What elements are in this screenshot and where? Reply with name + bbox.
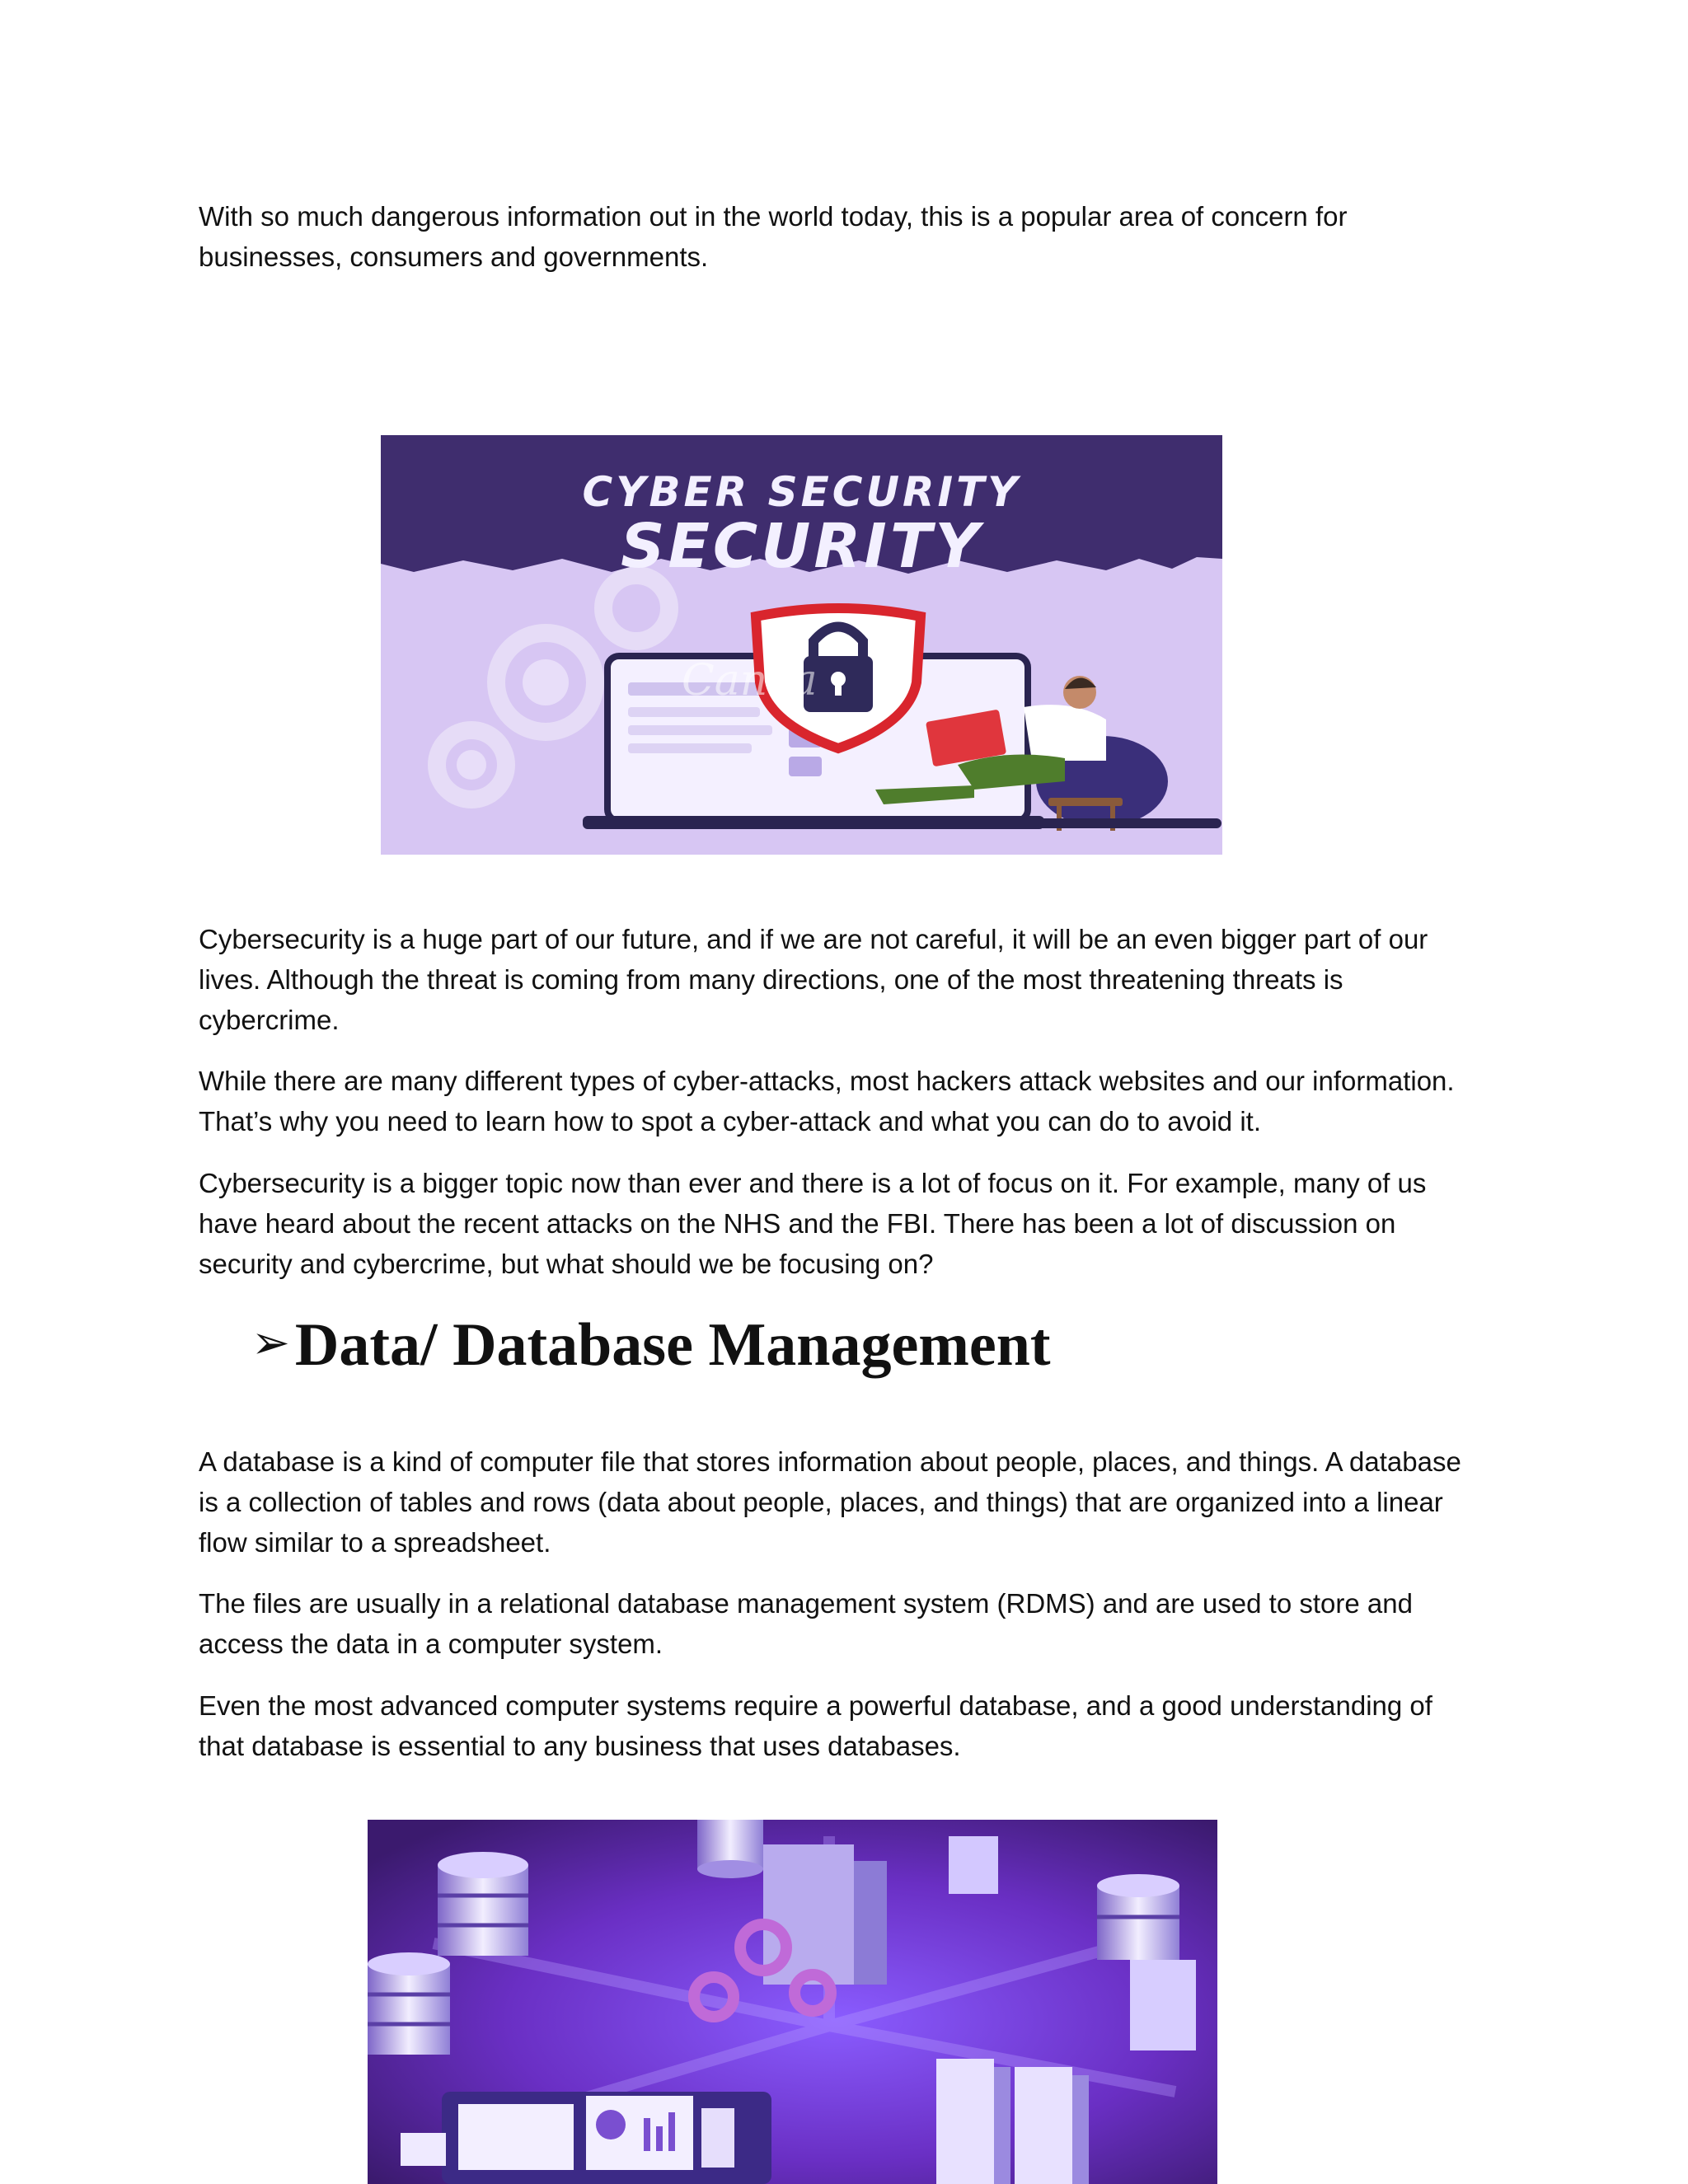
database-image: [368, 1820, 1217, 2184]
cyber-paragraph-3: Cybersecurity is a bigger topic now than ever and there is a lot of focus on it. For example, many of us have heard about the recent attacks on the NHS and the FBI. There has been a lot of discussion on security and cybercrime, but what should we be focusing on?: [199, 1168, 1427, 1279]
section-heading-text: Data/ Database Management: [294, 1311, 1051, 1379]
section-heading: [251, 1302, 1051, 1386]
cyber-security-image: [381, 435, 1222, 855]
cyber-paragraph-2: While there are many different types of cyber-attacks, most hackers attack websites and our information. That’s why you need to learn how to spot a cyber-attack and what you can do to avoid it.: [199, 1066, 1455, 1137]
cyber-paragraph-1: Cybersecurity is a huge part of our future, and if we are not careful, it will be an even bigger part of our lives. Although the threat is coming from many directions, one of the most threatening threats is cybercrime.: [199, 924, 1428, 1035]
intro-paragraph: With so much dangerous information out in the world today, this is a popular area of concern for businesses, consumers and governments.: [199, 201, 1348, 272]
cyber-banner-title-line1: CYBER SECURITY: [582, 468, 1021, 516]
db-paragraph-3: Even the most advanced computer systems require a powerful database, and a good understanding of that database is essential to any business that uses databases.: [199, 1690, 1432, 1761]
cyber-banner-title-line2: SECURITY: [621, 511, 982, 582]
arrow-bullet-icon: ➢: [251, 1316, 290, 1370]
db-paragraph-1: A database is a kind of computer file that stores information about people, places, and things. A database is a collection of tables and rows (data about people, places, and things) that are organized into a linear flow similar to a spreadsheet.: [199, 1446, 1461, 1558]
canva-watermark: Canva: [682, 656, 818, 705]
db-paragraph-2: The files are usually in a relational database management system (RDMS) and are used to store and access the data in a computer system.: [199, 1588, 1413, 1659]
